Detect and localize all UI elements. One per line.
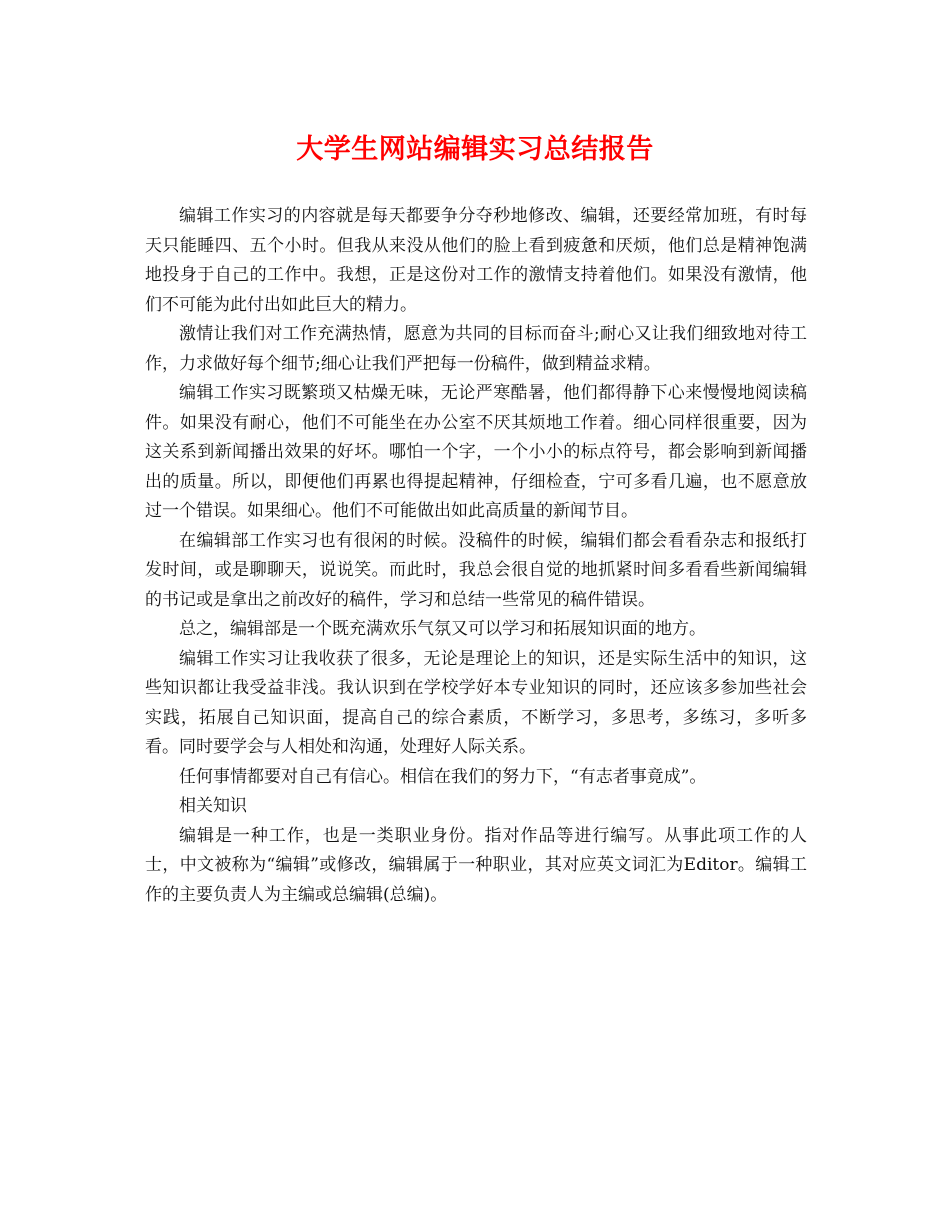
paragraph-2: 激情让我们对工作充满热情，愿意为共同的目标而奋斗;耐心又让我们细致地对待工作，力求做好每个细节;细心让我们严把每一份稿件，做到精益求精。 xyxy=(145,324,807,374)
paragraph-6: 编辑工作实习让我收获了很多，无论是理论上的知识，还是实际生活中的知识，这些知识都让我受益非浅。我认识到在学校学好本专业知识的同时，还应该多参加些社会实践，拓展自己知识面，提高自己的综合素质，不断学习，多思考，多练习，多听多看。同时要学会与人相处和沟通，处理好人际关系。 xyxy=(145,648,807,757)
paragraph-1: 编辑工作实习的内容就是每天都要争分夺秒地修改、编辑，还要经常加班，有时每天只能睡四、五个小时。但我从来没从他们的脸上看到疲惫和厌烦，他们总是精神饱满地投身于自己的工作中。我想，正是这份对工作的激情支持着他们。如果没有激情，他们不可能为此付出如此巨大的精力。 xyxy=(145,206,807,315)
document-title: 大学生网站编辑实习总结报告 xyxy=(296,134,654,165)
section-heading-related-knowledge: 相关知识 xyxy=(179,796,247,816)
paragraph-7: 任何事情都要对自己有信心。相信在我们的努力下，“有志者事竟成”。 xyxy=(179,766,707,787)
paragraph-8: 编辑是一种工作，也是一类职业身份。指对作品等进行编写。从事此项工作的人士，中文被称为“编辑”或修改，编辑属于一种职业，其对应英文词汇为Editor。编辑工作的主要负责人为主编或总编辑(总编)。 xyxy=(145,825,807,905)
paragraph-5: 总之，编辑部是一个既充满欢乐气氛又可以学习和拓展知识面的地方。 xyxy=(179,619,706,639)
document-body xyxy=(145,202,807,910)
paragraph-4: 在编辑部工作实习也有很闲的时候。没稿件的时候，编辑们都会看看杂志和报纸打发时间，或是聊聊天，说说笑。而此时，我总会很自觉的地抓紧时间多看看些新闻编辑的书记或是拿出之前改好的稿件，学习和总结一些常见的稿件错误。 xyxy=(145,530,807,610)
paragraph-3: 编辑工作实习既繁琐又枯燥无味，无论严寒酷暑，他们都得静下心来慢慢地阅读稿件。如果没有耐心，他们不可能坐在办公室不厌其烦地工作着。细心同样很重要，因为这关系到新闻播出效果的好坏。哪怕一个字，一个小小的标点符号，都会影响到新闻播出的质量。所以，即便他们再累也得提起精神，仔细检查，宁可多看几遍，也不愿意放过一个错误。如果细心。他们不可能做出如此高质量的新闻节目。 xyxy=(145,383,807,521)
